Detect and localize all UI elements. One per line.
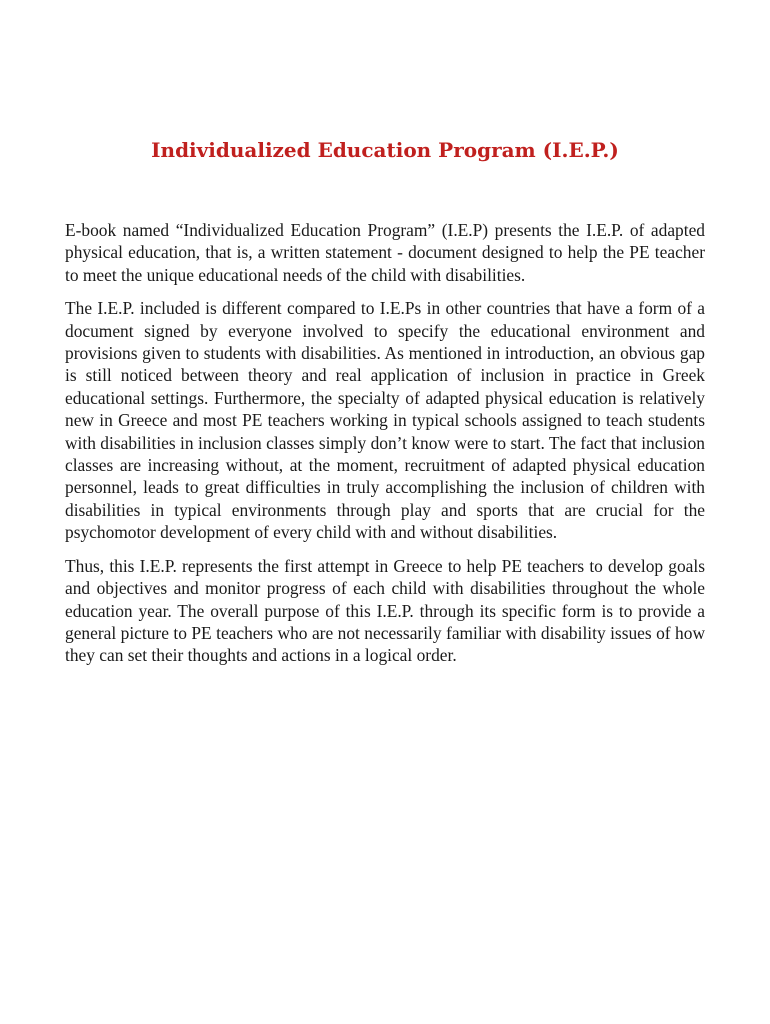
document-title: Individualized Education Program (I.E.P.) xyxy=(151,138,619,162)
paragraph-intro: E-book named “Individualized Education Program” (I.E.P) presents the I.E.P. of adapted physical education, that is, a written statement - document designed to help the PE teacher to meet the unique educational needs of the child with disabilities. xyxy=(65,220,705,285)
paragraph-purpose: Thus, this I.E.P. represents the first attempt in Greece to help PE teachers to develop goals and objectives and monitor progress of each child with disabilities throughout the whole education year. The overall purpose of this I.E.P. through its specific form is to provide a general picture to PE teachers who are not necessarily familiar with disability issues of how they can set their thoughts and actions in a logical order. xyxy=(65,555,705,666)
document-body xyxy=(65,219,705,678)
paragraph-context: The I.E.P. included is different compared to I.E.Ps in other countries that have a form of a document signed by everyone involved to specify the educational environment and provisions given to students with disabilities. As mentioned in introduction, an obvious gap is still noticed between theory and real application of inclusion in practice in Greek educational settings. Furthermore, the specialty of adapted physical education is relatively new in Greece and most PE teachers working in typical schools assigned to teach students with disabilities in inclusion classes simply don’t know were to start. The fact that inclusion classes are increasing without, at the moment, recruitment of adapted physical education personnel, leads to great difficulties in truly accomplishing the inclusion of children with disabilities in typical environments through play and sports that are crucial for the psychomotor development of every child with and without disabilities. xyxy=(65,298,705,543)
